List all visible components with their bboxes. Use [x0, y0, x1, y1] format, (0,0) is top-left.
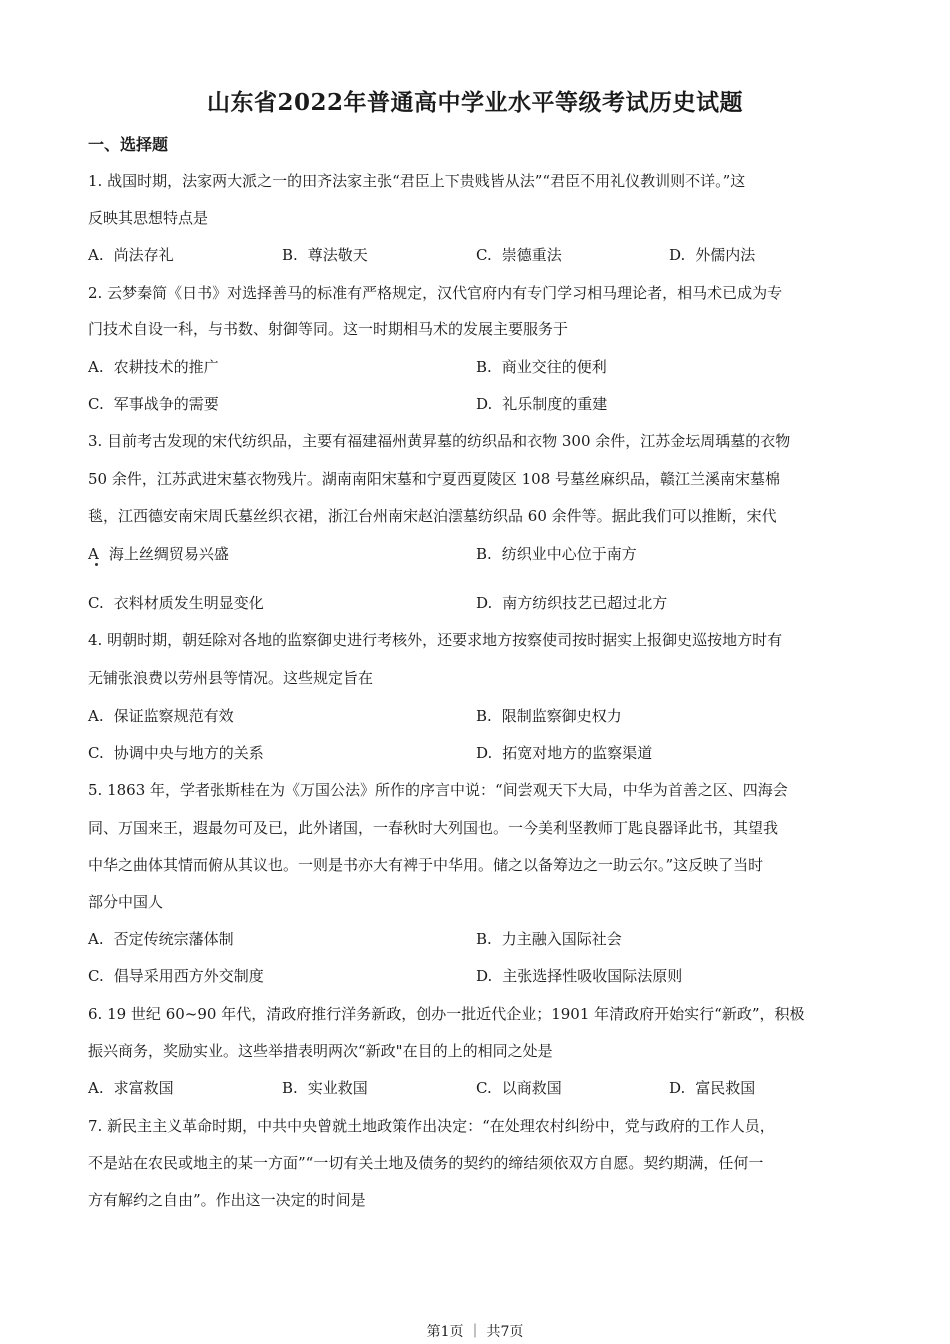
option-letter: A.: [88, 246, 104, 264]
option-text: 纺织业中心位于南方: [501, 545, 637, 563]
option-text: 协调中央与地方的关系: [113, 744, 264, 762]
option-letter: C.: [88, 967, 104, 985]
option-text: 求富救国: [113, 1079, 174, 1097]
option-letter: A.: [88, 707, 104, 725]
question-1-option: [88, 245, 174, 265]
option-letter: D.: [476, 744, 493, 762]
question-5-option: [476, 966, 682, 986]
question-6-stem-line: 振兴商务，奖励实业。这些举措表明两次“新政"在目的上的相同之处是: [88, 1042, 553, 1060]
option-text: 衣料材质发生明显变化: [113, 594, 264, 612]
option-text: 力主融入国际社会: [501, 930, 622, 948]
question-4-option: [88, 743, 264, 763]
option-text: 倡导采用西方外交制度: [113, 967, 264, 985]
option-letter: C.: [476, 1079, 492, 1097]
question-3-option: [88, 593, 264, 613]
option-letter: D.: [476, 594, 493, 612]
question-4-stem-line: 无铺张浪费以劳州县等情况。这些规定旨在: [88, 669, 374, 687]
question-2-stem-line: 2. 云梦秦简《日书》对选择善马的标准有严格规定，汉代官府内有专门学习相马理论者，相马术已成为专: [88, 284, 783, 302]
question-5-option: [88, 929, 234, 949]
question-6-option: [88, 1078, 174, 1098]
option-text: 外儒内法: [695, 246, 756, 264]
question-3-option: [476, 593, 667, 613]
option-text: 南方纺织技艺已超过北方: [502, 594, 668, 612]
question-2-stem-line: 门技术自设一科，与书数、射御等同。这一时期相马术的发展主要服务于: [88, 320, 569, 338]
question-6-option: [476, 1078, 562, 1098]
option-text: 崇德重法: [501, 246, 562, 264]
question-7-stem-line: 不是站在农民或地主的某一方面”“一切有关土地及债务的契约的缔结须依双方自愿。契约期满，任何一: [88, 1154, 764, 1172]
question-6-option: [282, 1078, 368, 1098]
option-text: 尊法敬天: [307, 246, 368, 264]
option-letter: D.: [476, 395, 493, 413]
option-text: 保证监察规范有效: [113, 707, 234, 725]
question-3-option: [476, 544, 637, 564]
question-5-stem-line: 中华之曲体其情而俯从其议也。一则是书亦大有裨于中华用。储之以备筹边之一助云尔。”这反映了当时: [88, 856, 764, 874]
question-4-stem-line: 4. 明朝时期，朝廷除对各地的监察御史进行考核外，还要求地方按察使司按时据实上报御史巡按地方时有: [88, 631, 783, 649]
question-2-option: [476, 357, 607, 377]
question-1-option: [282, 245, 368, 265]
question-2-option: [476, 394, 607, 414]
option-letter: A.: [88, 1079, 104, 1097]
option-text: 主张选择性吸收国际法原则: [502, 967, 683, 985]
stray-dot-mark: [95, 563, 98, 566]
section-heading: 一、选择题: [88, 135, 169, 154]
option-letter: C.: [88, 594, 104, 612]
page-footer: 第1页 ｜ 共7页: [426, 1324, 524, 1340]
option-text: 商业交往的便利: [501, 358, 607, 376]
question-5-option: [88, 966, 264, 986]
option-text: 海上丝绸贸易兴盛: [108, 545, 229, 563]
question-2-option: [88, 394, 219, 414]
question-4-option: [88, 706, 234, 726]
question-4-option: [476, 743, 652, 763]
option-letter: D.: [669, 246, 686, 264]
question-5-stem-line: 部分中国人: [88, 893, 164, 911]
question-7-stem-line: 7. 新民主主义革命时期，中共中央曾就土地政策作出决定：“在处理农村纠纷中，党与政府的工作人员，: [88, 1117, 775, 1135]
option-letter: C.: [88, 395, 104, 413]
option-text: 以商救国: [501, 1079, 562, 1097]
option-letter: D.: [669, 1079, 686, 1097]
question-5-stem-line: 同、万国来王，遐最勿可及已，此外诸国，一春秋时大列国也。一今美利坚教师丁匙良器译此书，其望我: [88, 819, 779, 837]
question-2-option: [88, 357, 219, 377]
question-1-stem-line: 反映其思想特点是: [88, 209, 209, 227]
option-text: 农耕技术的推广: [113, 358, 219, 376]
question-3-stem-line: 50 余件，江苏武进宋墓衣物残片。湖南南阳宋墓和宁夏西夏陵区 108 号墓丝麻织品，赣江兰溪南宋墓棉: [88, 470, 781, 488]
page-title: 山东省2022年普通高中学业水平等级考试历史试题: [206, 89, 743, 116]
question-3-stem-line: 3. 目前考古发现的宋代纺织品，主要有福建福州黄昇墓的纺织品和衣物 300 余件，江苏金坛周瑀墓的衣物: [88, 432, 791, 450]
option-text: 否定传统宗藩体制: [113, 930, 234, 948]
option-text: 礼乐制度的重建: [502, 395, 608, 413]
question-5-stem-line: 5. 1863 年，学者张斯桂在为《万国公法》所作的序言中说：“间尝观天下大局，中华为首善之区、四海会: [88, 781, 788, 799]
option-letter: B.: [476, 707, 492, 725]
question-3-stem-line: 毯，江西德安南宋周氏墓丝织衣裙，浙江台州南宋赵泊澐墓纺织品 60 余件等。据此我们可以推断，宋代: [88, 507, 777, 525]
option-text: 拓宽对地方的监察渠道: [502, 744, 653, 762]
option-text: 军事战争的需要: [113, 395, 219, 413]
option-letter: B.: [476, 545, 492, 563]
option-letter: B.: [476, 930, 492, 948]
question-6-stem-line: 6. 19 世纪 60~90 年代，清政府推行洋务新政，创办一批近代企业；1901 年清政府开始实行“新政”，积极: [88, 1005, 805, 1023]
option-letter: D.: [476, 967, 493, 985]
option-text: 富民救国: [695, 1079, 756, 1097]
option-text: 实业救国: [307, 1079, 368, 1097]
question-7-stem-line: 方有解约之自由”。作出这一决定的时间是: [88, 1191, 366, 1209]
option-letter: C.: [476, 246, 492, 264]
option-text: 尚法存礼: [113, 246, 174, 264]
question-3-option: [88, 544, 229, 564]
option-letter: B.: [476, 358, 492, 376]
option-letter: A.: [88, 930, 104, 948]
question-1-stem-line: 1. 战国时期，法家两大派之一的田齐法家主张“君臣上下贵贱皆从法”“君臣不用礼仪教训则不详。”这: [88, 172, 746, 190]
question-4-option: [476, 706, 622, 726]
option-letter: C.: [88, 744, 104, 762]
question-1-option: [669, 245, 755, 265]
option-letter: A: [88, 545, 99, 563]
option-letter: B.: [282, 1079, 298, 1097]
option-letter: A.: [88, 358, 104, 376]
question-6-option: [669, 1078, 755, 1098]
option-text: 限制监察御史权力: [501, 707, 622, 725]
question-5-option: [476, 929, 622, 949]
option-letter: B.: [282, 246, 298, 264]
question-1-option: [476, 245, 562, 265]
